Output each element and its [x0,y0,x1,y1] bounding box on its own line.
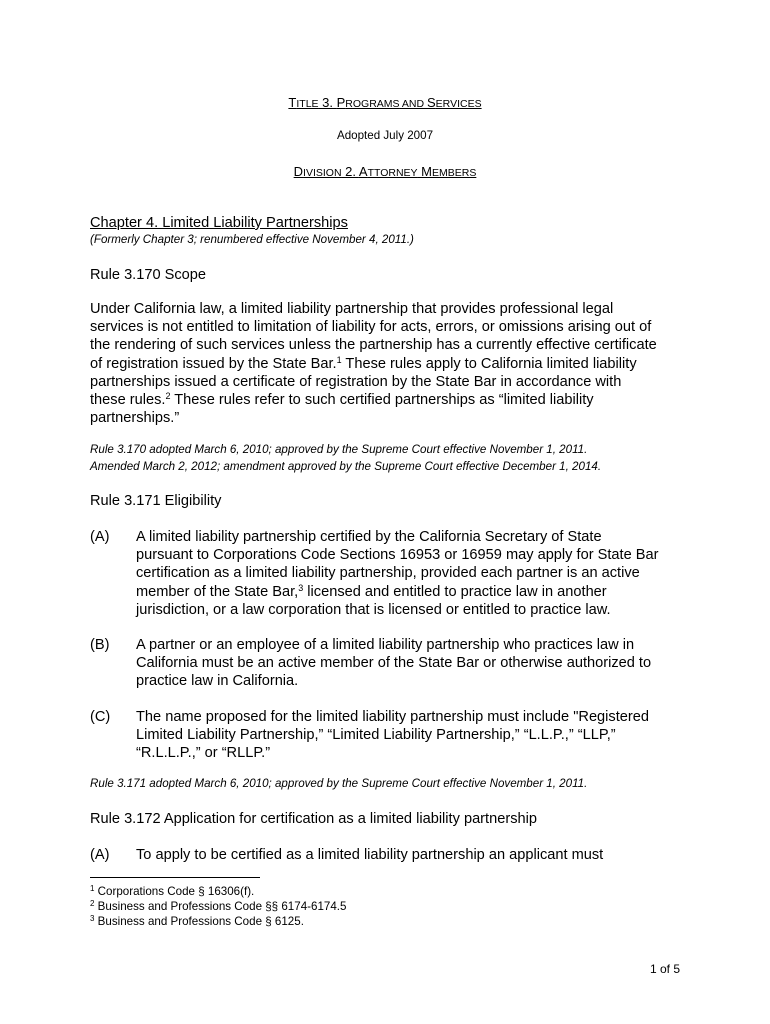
rule-3172-heading: Rule 3.172 Application for certification as a limited liability partnership [90,811,537,827]
rule-3170-history: Rule 3.170 adopted March 6, 2010; approved by the Supreme Court effective November 1, 2011. Amended March 2, 2012; amendment approved by the Supreme Court effective December 1, 2014. [90,443,602,473]
rule-3170-paragraph: Under California law, a limited liability partnership that provides professional legal services is not entitled to limitation of liability for acts, errors, or omissions arising out of the rendering of such services unless the partnership has a currently effective certificate of registration issued by the State Bar.$^1$ These rules apply to California limited liability partnerships issued a certificate of registration by the State Bar in accordance with these rules.$^2$ These rules refer to such certified partnerships as “limited liability partnerships.” [90,301,657,427]
footnote-1: $^1$ Corporations Code § 16306(f). [90,884,255,898]
item-label: (A) [90,847,110,863]
chapter-heading: Chapter 4. Limited Liability Partnerships [90,215,348,231]
footnote-ref-2: 2 [165,391,171,402]
chapter-note: (Formerly Chapter 3; renumbered effective November 4, 2011.) [90,233,414,246]
rule-3171-history: Rule 3.171 adopted March 6, 2010; approved by the Supreme Court effective November 1, 2011. [90,777,588,790]
footnote-ref-1: 1 [336,354,342,365]
rule-3170-heading: Rule 3.170 Scope [90,267,207,283]
item-label: (B) [90,637,110,653]
page-number: 1 of 5 [649,962,680,976]
footnote-3: $^3$ Business and Professions Code § 6125. [90,914,304,928]
item-label: (A) [90,529,110,545]
footnote-2: $^2$ Business and Professions Code §§ 6174-6174.5 [90,899,347,913]
footnote-divider [90,877,260,878]
item-label: (C) [90,709,111,725]
division-heading: DIVISION 2. ATTORNEY MEMBERS [293,164,477,179]
rule-3171-heading: Rule 3.171 Eligibility [90,493,222,509]
title-heading: TITLE 3. PROGRAMS AND SERVICES [288,95,482,110]
adopted-date: Adopted July 2007 [336,129,434,142]
footnote-ref-3: 3 [298,582,304,593]
